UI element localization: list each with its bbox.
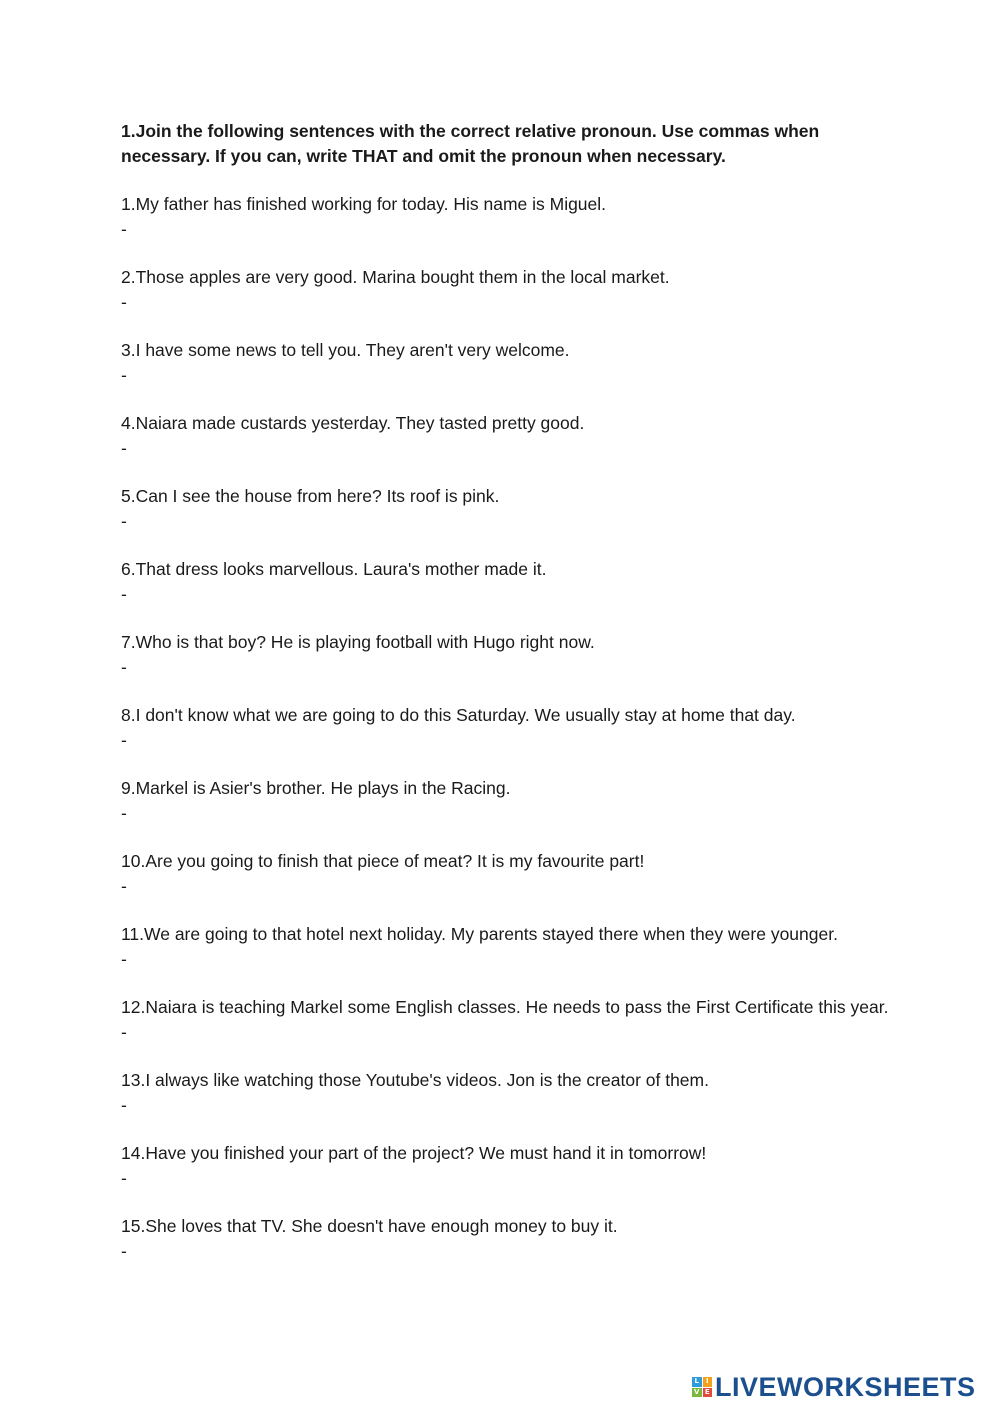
logo-mark-letter: L <box>692 1377 702 1387</box>
answer-field[interactable]: - <box>121 510 127 531</box>
answer-field[interactable]: - <box>121 1021 127 1042</box>
exercise-question: 9.Markel is Asier's brother. He plays in the Racing. <box>121 778 511 798</box>
exercise-question: 3.I have some news to tell you. They aren't very welcome. <box>121 340 570 360</box>
answer-field[interactable]: - <box>121 1094 127 1115</box>
exercise-item <box>121 922 891 971</box>
exercise-item <box>121 703 891 752</box>
exercise-item <box>121 338 891 387</box>
exercise-item <box>121 1214 891 1263</box>
exercise-question: 10.Are you going to finish that piece of meat? It is my favourite part! <box>121 851 645 871</box>
answer-field[interactable]: - <box>121 656 127 677</box>
exercise-item <box>121 849 891 898</box>
exercise-item <box>121 557 891 606</box>
instructions-heading: 1.Join the following sentences with the correct relative pronoun. Use commas when necessary. If you can, write THAT and omit the pronoun when necessary. <box>121 121 820 166</box>
exercise-item <box>121 484 891 533</box>
logo-mark-icon <box>692 1377 712 1397</box>
exercise-item <box>121 995 891 1044</box>
answer-field[interactable]: - <box>121 948 127 969</box>
worksheet-page <box>121 119 891 1287</box>
exercise-item <box>121 265 891 314</box>
exercise-question: 6.That dress looks marvellous. Laura's mother made it. <box>121 559 547 579</box>
logo-text: LIVEWORKSHEETS <box>715 1371 976 1402</box>
exercise-question: 2.Those apples are very good. Marina bought them in the local market. <box>121 267 670 287</box>
exercise-item <box>121 630 891 679</box>
liveworksheets-logo <box>692 1372 976 1402</box>
exercise-question: 11.We are going to that hotel next holiday. My parents stayed there when they were younger. <box>121 924 838 944</box>
exercise-item <box>121 1141 891 1190</box>
exercise-question: 15.She loves that TV. She doesn't have enough money to buy it. <box>121 1216 618 1236</box>
exercise-item <box>121 411 891 460</box>
answer-field[interactable]: - <box>121 875 127 896</box>
exercise-question: 4.Naiara made custards yesterday. They tasted pretty good. <box>121 413 585 433</box>
answer-field[interactable]: - <box>121 1240 127 1261</box>
exercise-question: 1.My father has finished working for today. His name is Miguel. <box>121 194 607 214</box>
answer-field[interactable]: - <box>121 802 127 823</box>
answer-field[interactable]: - <box>121 729 127 750</box>
exercise-question: 5.Can I see the house from here? Its roof is pink. <box>121 486 500 506</box>
exercise-question: 13.I always like watching those Youtube's videos. Jon is the creator of them. <box>121 1070 709 1090</box>
logo-mark-letter: V <box>692 1388 702 1398</box>
exercise-question: 8.I don't know what we are going to do this Saturday. We usually stay at home that day. <box>121 705 796 725</box>
exercise-item <box>121 192 891 241</box>
answer-field[interactable]: - <box>121 1167 127 1188</box>
answer-field[interactable]: - <box>121 218 127 239</box>
answer-field[interactable]: - <box>121 291 127 312</box>
exercise-question: 7.Who is that boy? He is playing football with Hugo right now. <box>121 632 595 652</box>
exercise-item <box>121 1068 891 1117</box>
exercise-question: 14.Have you finished your part of the project? We must hand it in tomorrow! <box>121 1143 707 1163</box>
answer-field[interactable]: - <box>121 437 127 458</box>
answer-field[interactable]: - <box>121 364 127 385</box>
exercise-item <box>121 776 891 825</box>
logo-mark-letter: I <box>703 1377 713 1387</box>
answer-field[interactable]: - <box>121 583 127 604</box>
exercise-question: 12.Naiara is teaching Markel some English classes. He needs to pass the First Certificate this year. <box>121 997 889 1017</box>
logo-mark-letter: E <box>703 1388 713 1398</box>
